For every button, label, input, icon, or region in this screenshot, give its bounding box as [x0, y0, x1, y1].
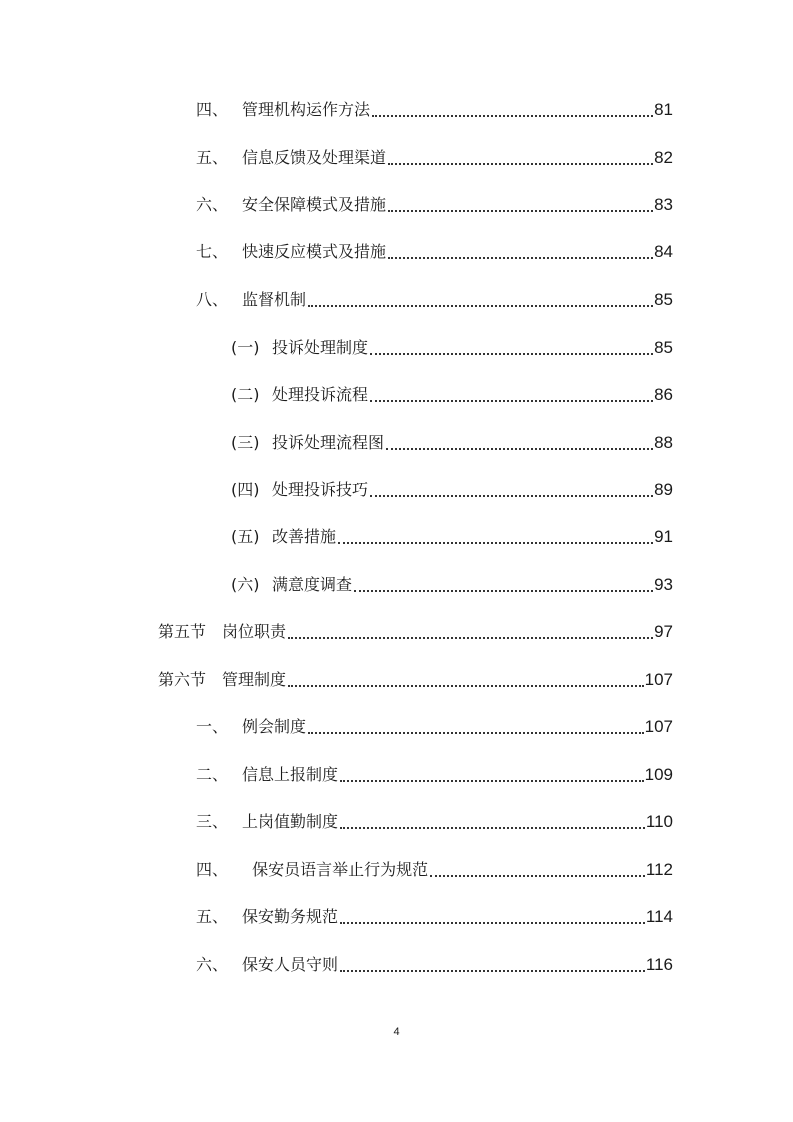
toc-entry[interactable] [196, 286, 673, 310]
toc-entry-page: 89 [654, 480, 673, 499]
toc-entry-page: 91 [654, 527, 673, 546]
toc-entry-number: 六、 [196, 955, 229, 974]
toc-entry-page: 107 [644, 717, 673, 736]
dot-leader [386, 448, 653, 450]
toc-entry-title: 改善措施 [272, 527, 337, 546]
dot-leader [288, 637, 653, 639]
dot-leader [338, 542, 653, 544]
toc-entry-title: 满意度调查 [272, 575, 353, 594]
toc-entry-number: 第六节 [158, 670, 207, 689]
toc-entry-page: 107 [644, 670, 673, 689]
toc-entry-page: 110 [645, 812, 673, 831]
toc-entry-number: (六) [231, 575, 260, 594]
page-number: 4 [393, 1026, 400, 1038]
toc-entry[interactable] [231, 571, 673, 595]
toc-entry-number: 五、 [196, 907, 229, 926]
dot-leader [388, 163, 653, 165]
toc-entry-title: 管理机构运作方法 [242, 100, 371, 119]
toc-entry-page: 82 [654, 148, 673, 167]
dot-leader [340, 780, 644, 782]
dot-leader [340, 970, 645, 972]
toc-entry-title: 信息上报制度 [242, 765, 339, 784]
dot-leader [354, 590, 653, 592]
toc-entry-title: 信息反馈及处理渠道 [242, 148, 387, 167]
dot-leader [370, 400, 653, 402]
dot-leader [308, 305, 653, 307]
toc-entry[interactable] [196, 713, 673, 737]
toc-entry-number: (三) [231, 433, 260, 452]
toc-entry-page: 83 [654, 195, 673, 214]
toc-entry[interactable] [231, 334, 673, 358]
toc-entry[interactable] [231, 381, 673, 405]
toc-entry[interactable] [196, 144, 673, 168]
toc-entry[interactable] [196, 761, 673, 785]
toc-entry-page: 112 [645, 860, 673, 879]
toc-entry-page: 81 [654, 100, 673, 119]
toc-entry-page: 109 [644, 765, 673, 784]
toc-entry-title: 保安人员守则 [242, 955, 339, 974]
dot-leader [430, 875, 645, 877]
toc-entry-number: 二、 [196, 765, 229, 784]
toc-entry-number: 第五节 [158, 622, 207, 641]
toc-entry-page: 84 [654, 242, 673, 261]
toc-entry-number: 七、 [196, 242, 229, 261]
toc-entry-page: 93 [654, 575, 673, 594]
toc-entry-page: 88 [654, 433, 673, 452]
dot-leader [372, 115, 653, 117]
toc-entry-title: 例会制度 [242, 717, 307, 736]
toc-entry-number: 五、 [196, 148, 229, 167]
toc-entry-title: 保安勤务规范 [242, 907, 339, 926]
toc-entry[interactable] [196, 903, 673, 927]
toc-entry-number: 四、 [196, 100, 229, 119]
toc-entry-number: (一) [231, 338, 260, 357]
dot-leader [388, 210, 653, 212]
dot-leader [370, 353, 653, 355]
dot-leader [340, 922, 645, 924]
toc-entry-page: 114 [645, 907, 673, 926]
dot-leader [370, 495, 653, 497]
dot-leader [288, 685, 644, 687]
toc-entry-title: 保安员语言举止行为规范 [242, 860, 429, 879]
toc-entry-number: 四、 [196, 860, 229, 879]
toc-entry-number: (二) [231, 385, 260, 404]
toc-entry-number: (五) [231, 527, 260, 546]
toc-entry[interactable] [231, 476, 673, 500]
toc-entry-title: 投诉处理流程图 [272, 433, 385, 452]
toc-entry[interactable] [196, 238, 673, 262]
toc-entry[interactable] [158, 666, 673, 690]
toc-entry-number: 六、 [196, 195, 229, 214]
toc-entry[interactable] [196, 951, 673, 975]
toc-entry-title: 监督机制 [242, 290, 307, 309]
toc-entry-page: 86 [654, 385, 673, 404]
toc-entry-number: 一、 [196, 717, 229, 736]
toc-entry[interactable] [196, 96, 673, 120]
toc-entry-page: 116 [645, 955, 673, 974]
toc-entry-page: 85 [654, 338, 673, 357]
toc-entry-number: 八、 [196, 290, 229, 309]
dot-leader [308, 732, 644, 734]
toc-entry[interactable] [196, 856, 673, 880]
toc-entry-title: 管理制度 [222, 670, 287, 689]
toc-entry-page: 97 [654, 622, 673, 641]
toc-entry-title: 快速反应模式及措施 [242, 242, 387, 261]
dot-leader [388, 257, 653, 259]
toc-entry-page: 85 [654, 290, 673, 309]
toc-entry-title: 处理投诉流程 [272, 385, 369, 404]
toc-entry-title: 岗位职责 [222, 622, 287, 641]
dot-leader [340, 827, 645, 829]
toc-entry[interactable] [158, 618, 673, 642]
toc-entry[interactable] [196, 808, 673, 832]
toc-entry-title: 上岗值勤制度 [242, 812, 339, 831]
toc-entry[interactable] [196, 191, 673, 215]
toc-entry-title: 处理投诉技巧 [272, 480, 369, 499]
toc-entry-number: (四) [231, 480, 260, 499]
toc-entry[interactable] [231, 523, 673, 547]
toc-entry-number: 三、 [196, 812, 229, 831]
toc-entry[interactable] [231, 429, 673, 453]
toc-entry-title: 投诉处理制度 [272, 338, 369, 357]
toc-entry-title: 安全保障模式及措施 [242, 195, 387, 214]
